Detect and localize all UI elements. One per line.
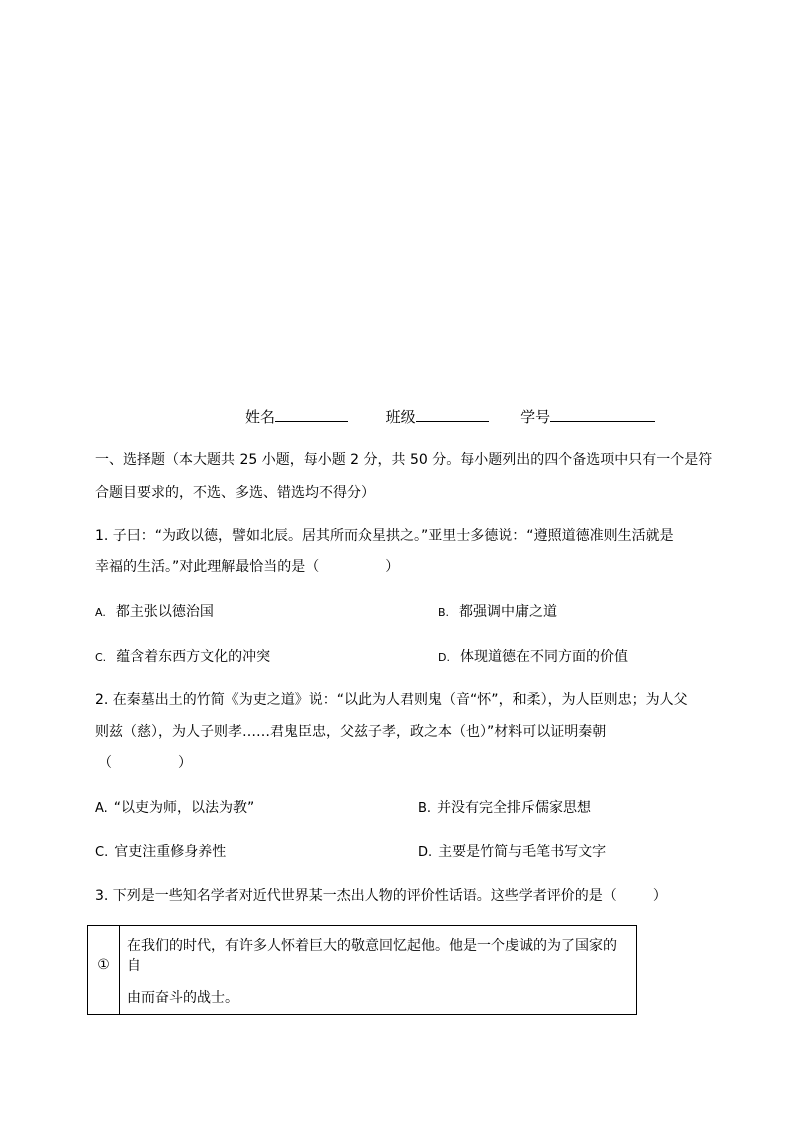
table-row bbox=[88, 926, 637, 1015]
q1-option-c[interactable] bbox=[95, 647, 270, 668]
q1-stem-text: 幸福的生活。”对此理解最恰当的是（ bbox=[95, 559, 320, 575]
option-text: 并没有完全排斥儒家思想 bbox=[437, 800, 592, 816]
q2-option-d[interactable] bbox=[418, 842, 606, 863]
option-letter: B. bbox=[418, 801, 432, 816]
quote-number-cell: ① bbox=[88, 926, 120, 1015]
q2-option-a[interactable] bbox=[95, 798, 254, 819]
q1-stem-line1: 1. 子曰：“为政以德，譬如北辰。居其所而众星拱之。”亚里士多德说：“遵照道德准则生活就是 bbox=[95, 528, 674, 544]
option-text: 官吏注重修身养性 bbox=[114, 844, 227, 860]
id-label: 学号 bbox=[520, 408, 551, 426]
id-blank[interactable] bbox=[550, 407, 655, 422]
option-letter: D. bbox=[418, 845, 433, 860]
option-text: 都主张以德治国 bbox=[115, 604, 214, 620]
q3-stem-line1 bbox=[95, 886, 667, 906]
q1-paren-close: ） bbox=[385, 559, 400, 575]
option-letter: A. bbox=[95, 801, 108, 816]
section-instructions-line2: 合题目要求的，不选、多选、错选均不得分） bbox=[95, 485, 375, 501]
q2-paren-close: ） bbox=[178, 755, 192, 771]
q1-stem-line2 bbox=[95, 557, 399, 577]
name-blank[interactable] bbox=[275, 407, 348, 422]
q1-option-d[interactable] bbox=[438, 647, 628, 668]
q3-quote-table bbox=[87, 925, 637, 1015]
quote-text-line2: 由而奋斗的战士。 bbox=[127, 990, 239, 1006]
class-label: 班级 bbox=[385, 408, 416, 426]
option-letter: B. bbox=[438, 606, 450, 619]
q2-stem-line3 bbox=[98, 753, 192, 773]
option-text: 主要是竹简与毛笔书写文字 bbox=[438, 844, 607, 860]
q2-stem-line2: 则兹（慈），为人子则孝……君鬼臣忠，父兹子孝，政之本（也）”材料可以证明秦朝 bbox=[95, 724, 607, 740]
q3-paren-close: ） bbox=[652, 888, 667, 904]
section-instructions-line1: 一、选择题（本大题共 25 小题，每小题 2 分，共 50 分。每小题列出的四个备选项中只有一个是符 bbox=[95, 452, 713, 468]
option-letter: D. bbox=[438, 651, 450, 664]
q2-paren-open: （ bbox=[98, 755, 112, 771]
option-text: 都强调中庸之道 bbox=[459, 604, 558, 620]
q3-stem-text: 3. 下列是一些知名学者对近代世界某一杰出人物的评价性话语。这些学者评价的是（ bbox=[95, 888, 617, 904]
q2-option-c[interactable] bbox=[95, 842, 226, 863]
option-text: 体现道德在不同方面的价值 bbox=[459, 649, 628, 665]
option-letter: A. bbox=[95, 606, 106, 619]
option-text: “以吏为师，以法为教” bbox=[113, 800, 255, 816]
q2-stem-line1: 2. 在秦墓出土的竹简《为吏之道》说：“以此为人君则鬼（音“怀”，和柔），为人臣则忠；为人父 bbox=[95, 692, 688, 708]
class-blank[interactable] bbox=[416, 407, 489, 422]
q1-option-a[interactable] bbox=[95, 602, 214, 623]
option-letter: C. bbox=[95, 845, 109, 860]
quote-text-cell bbox=[120, 926, 637, 1015]
name-label: 姓名 bbox=[245, 408, 276, 426]
option-text: 蕴含着东西方文化的冲突 bbox=[116, 649, 271, 665]
option-letter: C. bbox=[95, 651, 107, 664]
student-info-row bbox=[245, 406, 655, 427]
q2-option-b[interactable] bbox=[418, 798, 591, 819]
quote-text-line1: 在我们的时代，有许多人怀着巨大的敬意回忆起他。他是一个虔诚的为了国家的自 bbox=[127, 938, 617, 974]
q1-option-b[interactable] bbox=[438, 602, 557, 623]
